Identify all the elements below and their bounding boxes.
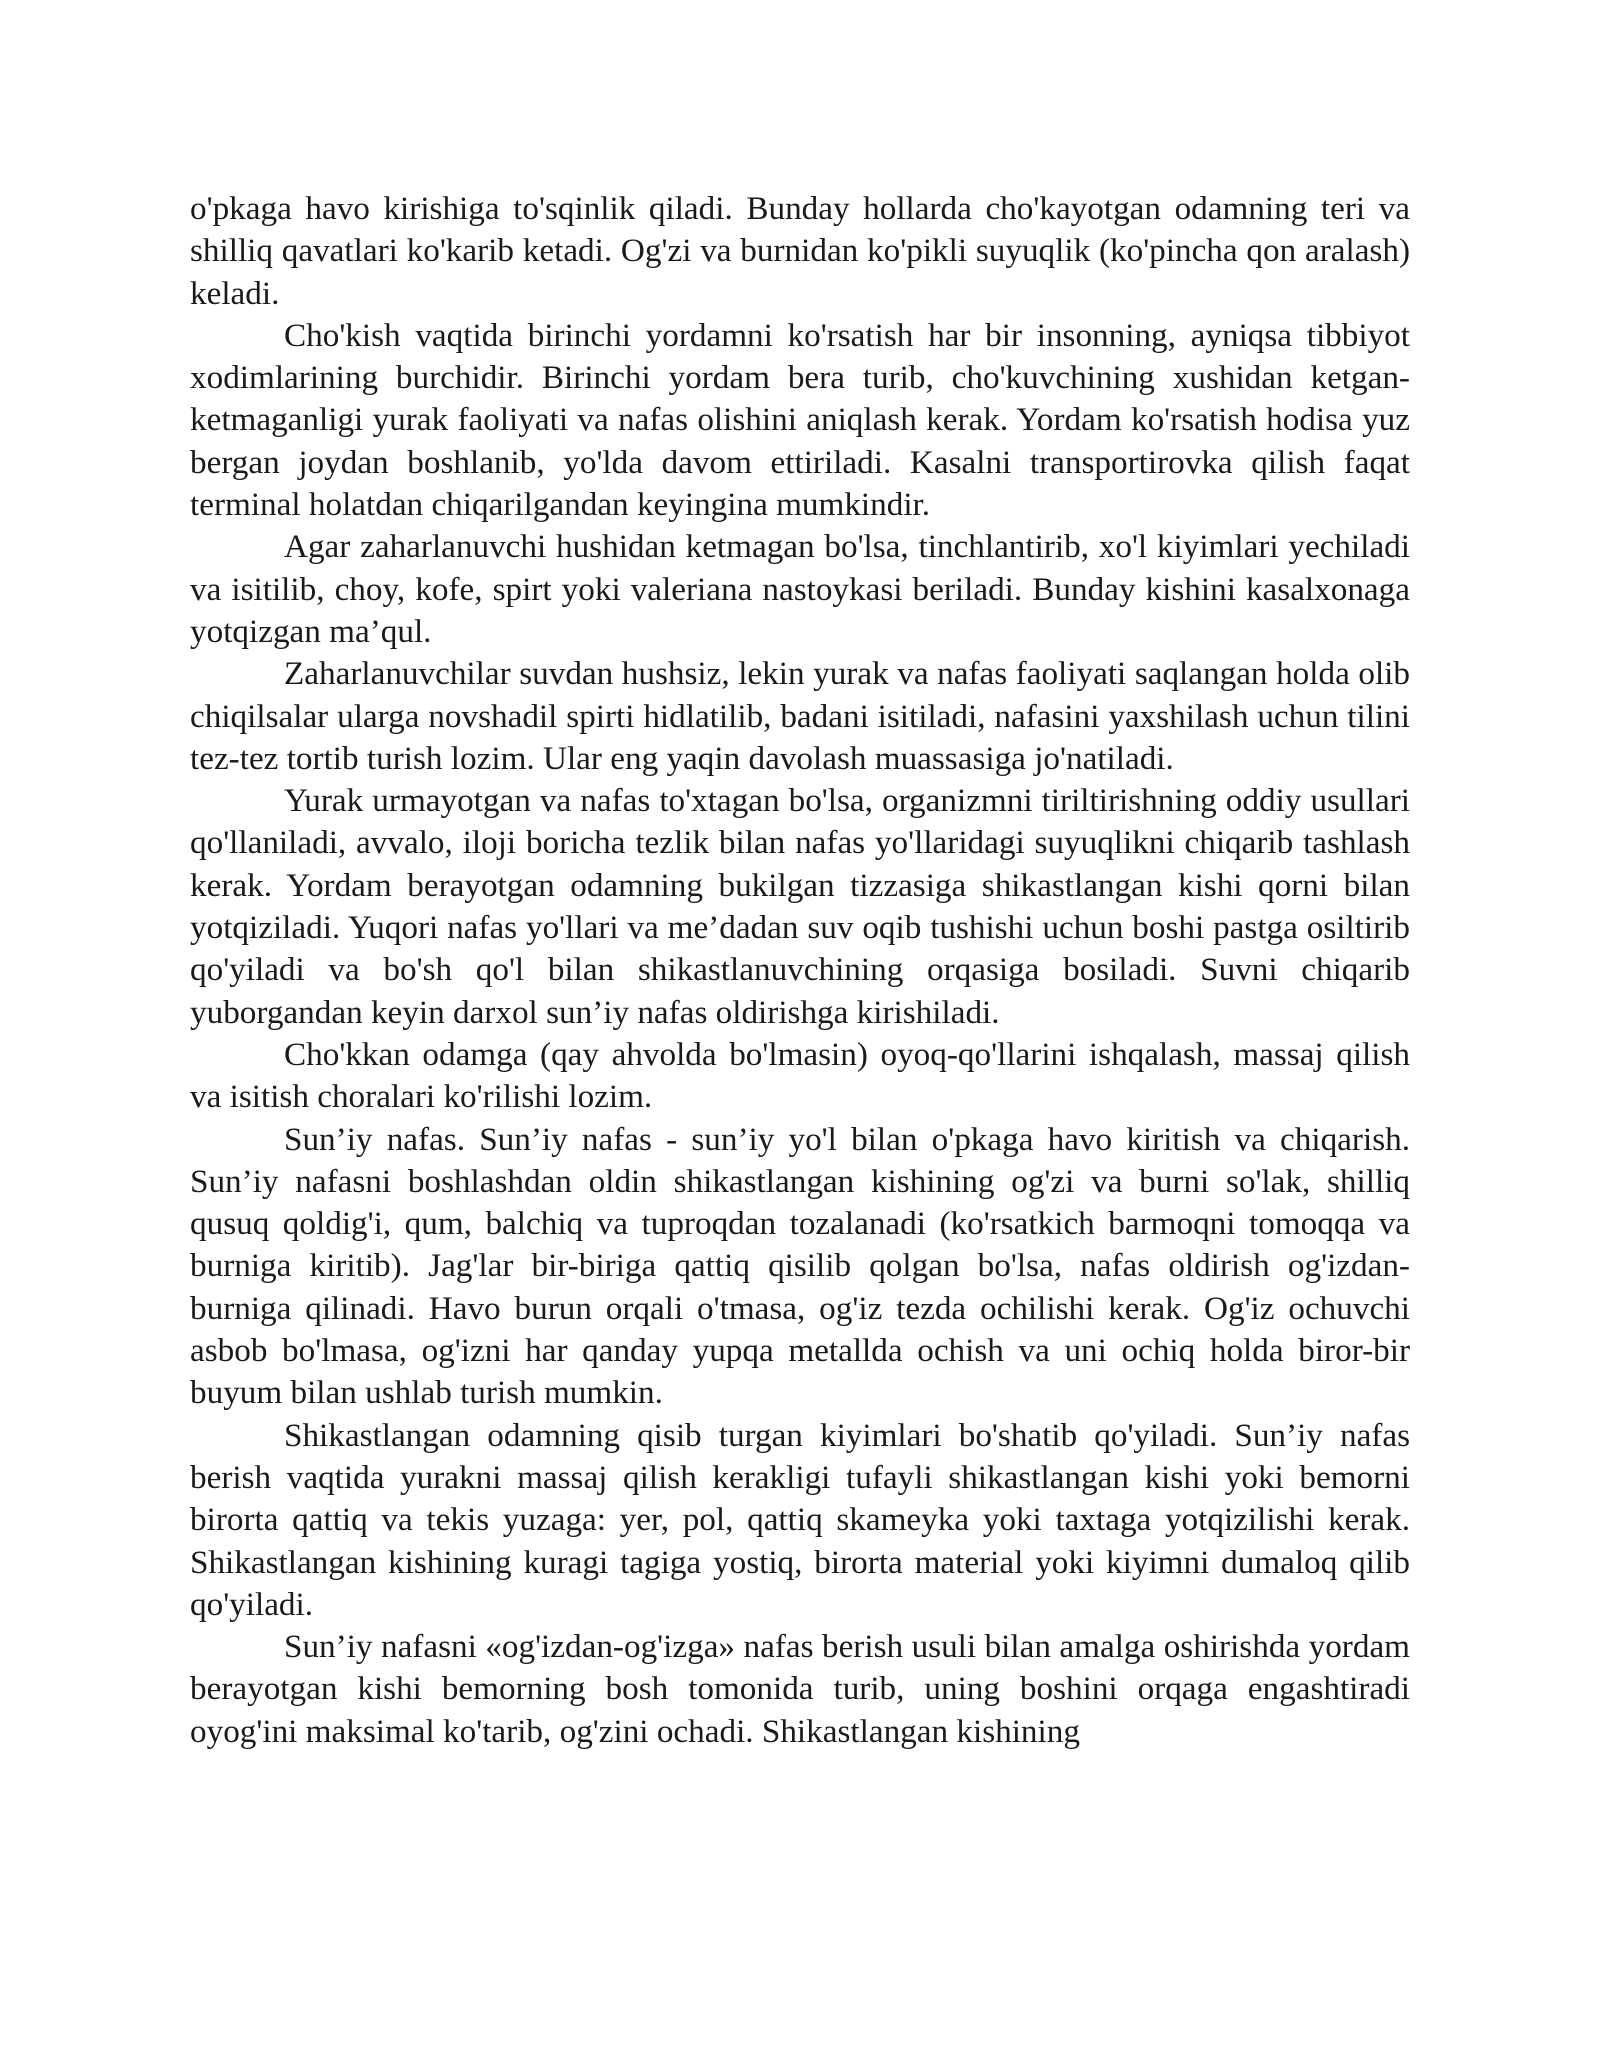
paragraph-artificial-respiration: Sun’iy nafas. Sun’iy nafas - sun’iy yo'l bilan o'pkaga havo kiritish va chiqarish. Sun’iy nafasni boshlashdan oldin shikastlangan kishining og'zi va burni so'lak, shilliq qusuq qoldig'i, qum, balchiq va tuproqdan tozalanadi (ko'rsatkich barmoqni tomoqqa va burniga kiritib). Jag'lar bir-biriga qattiq qisilib qolgan bo'lsa, nafas oldirish og'izdan-burniga qilinadi. Havo burun orqali o'tmasa, og'iz tezda ochilishi kerak. Og'iz ochuvchi asbob bo'lmasa, og'izni har qanday yupqa metallda ochish va uni ochiq holda biror-bir buyum bilan ushlab turish mumkin. bbox=[190, 1120, 1410, 1412]
paragraph-conscious-victim: Agar zaharlanuvchi hushidan ketmagan bo'lsa, tinchlantirib, xo'l kiyimlari yechiladi va isitilib, choy, kofe, spirt yoki valeriana nastoykasi beriladi. Bunday kishini kasalxonaga yotqizgan ma’qul. bbox=[190, 528, 1410, 650]
document-page bbox=[190, 188, 1410, 1753]
paragraph-unconscious-victim: Zaharlanuvchilar suvdan hushsiz, lekin yurak va nafas faoliyati saqlangan holda olib chiqilsalar ularga novshadil spirti hidlatilib, badani isitiladi, nafasini yaxshilash uchun tilini tez-tez tortib turish lozim. Ular eng yaqin davolash muassasiga jo'natiladi. bbox=[190, 655, 1410, 777]
paragraph-positioning: Shikastlangan odamning qisib turgan kiyimlari bo'shatib qo'yiladi. Sun’iy nafas berish vaqtida yurakni massaj qilish kerakligi tufayli shikastlangan kishi yoki bemorni birorta qattiq va tekis yuzaga: yer, pol, qattiq skameyka yoki taxtaga yotqizilishi kerak. Shikastlangan kishining kuragi tagiga yostiq, birorta material yoki kiyimni dumaloq qilib qo'yiladi. bbox=[190, 1416, 1410, 1623]
paragraph-warming-measures: Cho'kkan odamga (qay ahvolda bo'lmasin) oyoq-qo'llarini ishqalash, massaj qilish va isitish choralari ko'rilishi lozim. bbox=[190, 1035, 1410, 1116]
paragraph-continuation: o'pkaga havo kirishiga to'sqinlik qiladi. Bunday hollarda cho'kayotgan odamning teri va shilliq qavatlari ko'karib ketadi. Og'zi va burnidan ko'pikli suyuqlik (ko'pincha qon aralash) keladi. bbox=[190, 190, 1410, 312]
paragraph-first-aid-duty: Cho'kish vaqtida birinchi yordamni ko'rsatish har bir insonning, ayniqsa tibbiyot xodimlarining burchidir. Birinchi yordam bera turib, cho'kuvchining xushidan ketgan-ketmaganligi yurak faoliyati va nafas olishini aniqlash kerak. Yordam ko'rsatish hodisa yuz bergan joydan boshlanib, yo'lda davom ettiriladi. Kasalni transportirovka qilish faqat terminal holatdan chiqarilgandan keyingina mumkindir. bbox=[190, 316, 1410, 524]
paragraph-resuscitation: Yurak urmayotgan va nafas to'xtagan bo'lsa, organizmni tiriltirishning oddiy usullari qo'llaniladi, avvalo, iloji boricha tezlik bilan nafas yo'llaridagi suyuqlikni chiqarib tashlash kerak. Yordam berayotgan odamning bukilgan tizzasiga shikastlangan kishi qorni bilan yotqiziladi. Yuqori nafas yo'llari va me’dadan suv oqib tushishi uchun boshi pastga osiltirib qo'yiladi va bo'sh qo'l bilan shikastlanuvchining orqasiga bosiladi. Suvni chiqarib yuborgandan keyin darxol sun’iy nafas oldirishga kirishiladi. bbox=[190, 782, 1410, 1031]
paragraph-mouth-to-mouth: Sun’iy nafasni «og'izdan-og'izga» nafas berish usuli bilan amalga oshirishda yordam berayotgan kishi bemorning bosh tomonida turib, uning boshini orqaga engashtiradi oyog'ini maksimal ko'tarib, og'zini ochadi. Shikastlangan kishining bbox=[190, 1628, 1410, 1750]
